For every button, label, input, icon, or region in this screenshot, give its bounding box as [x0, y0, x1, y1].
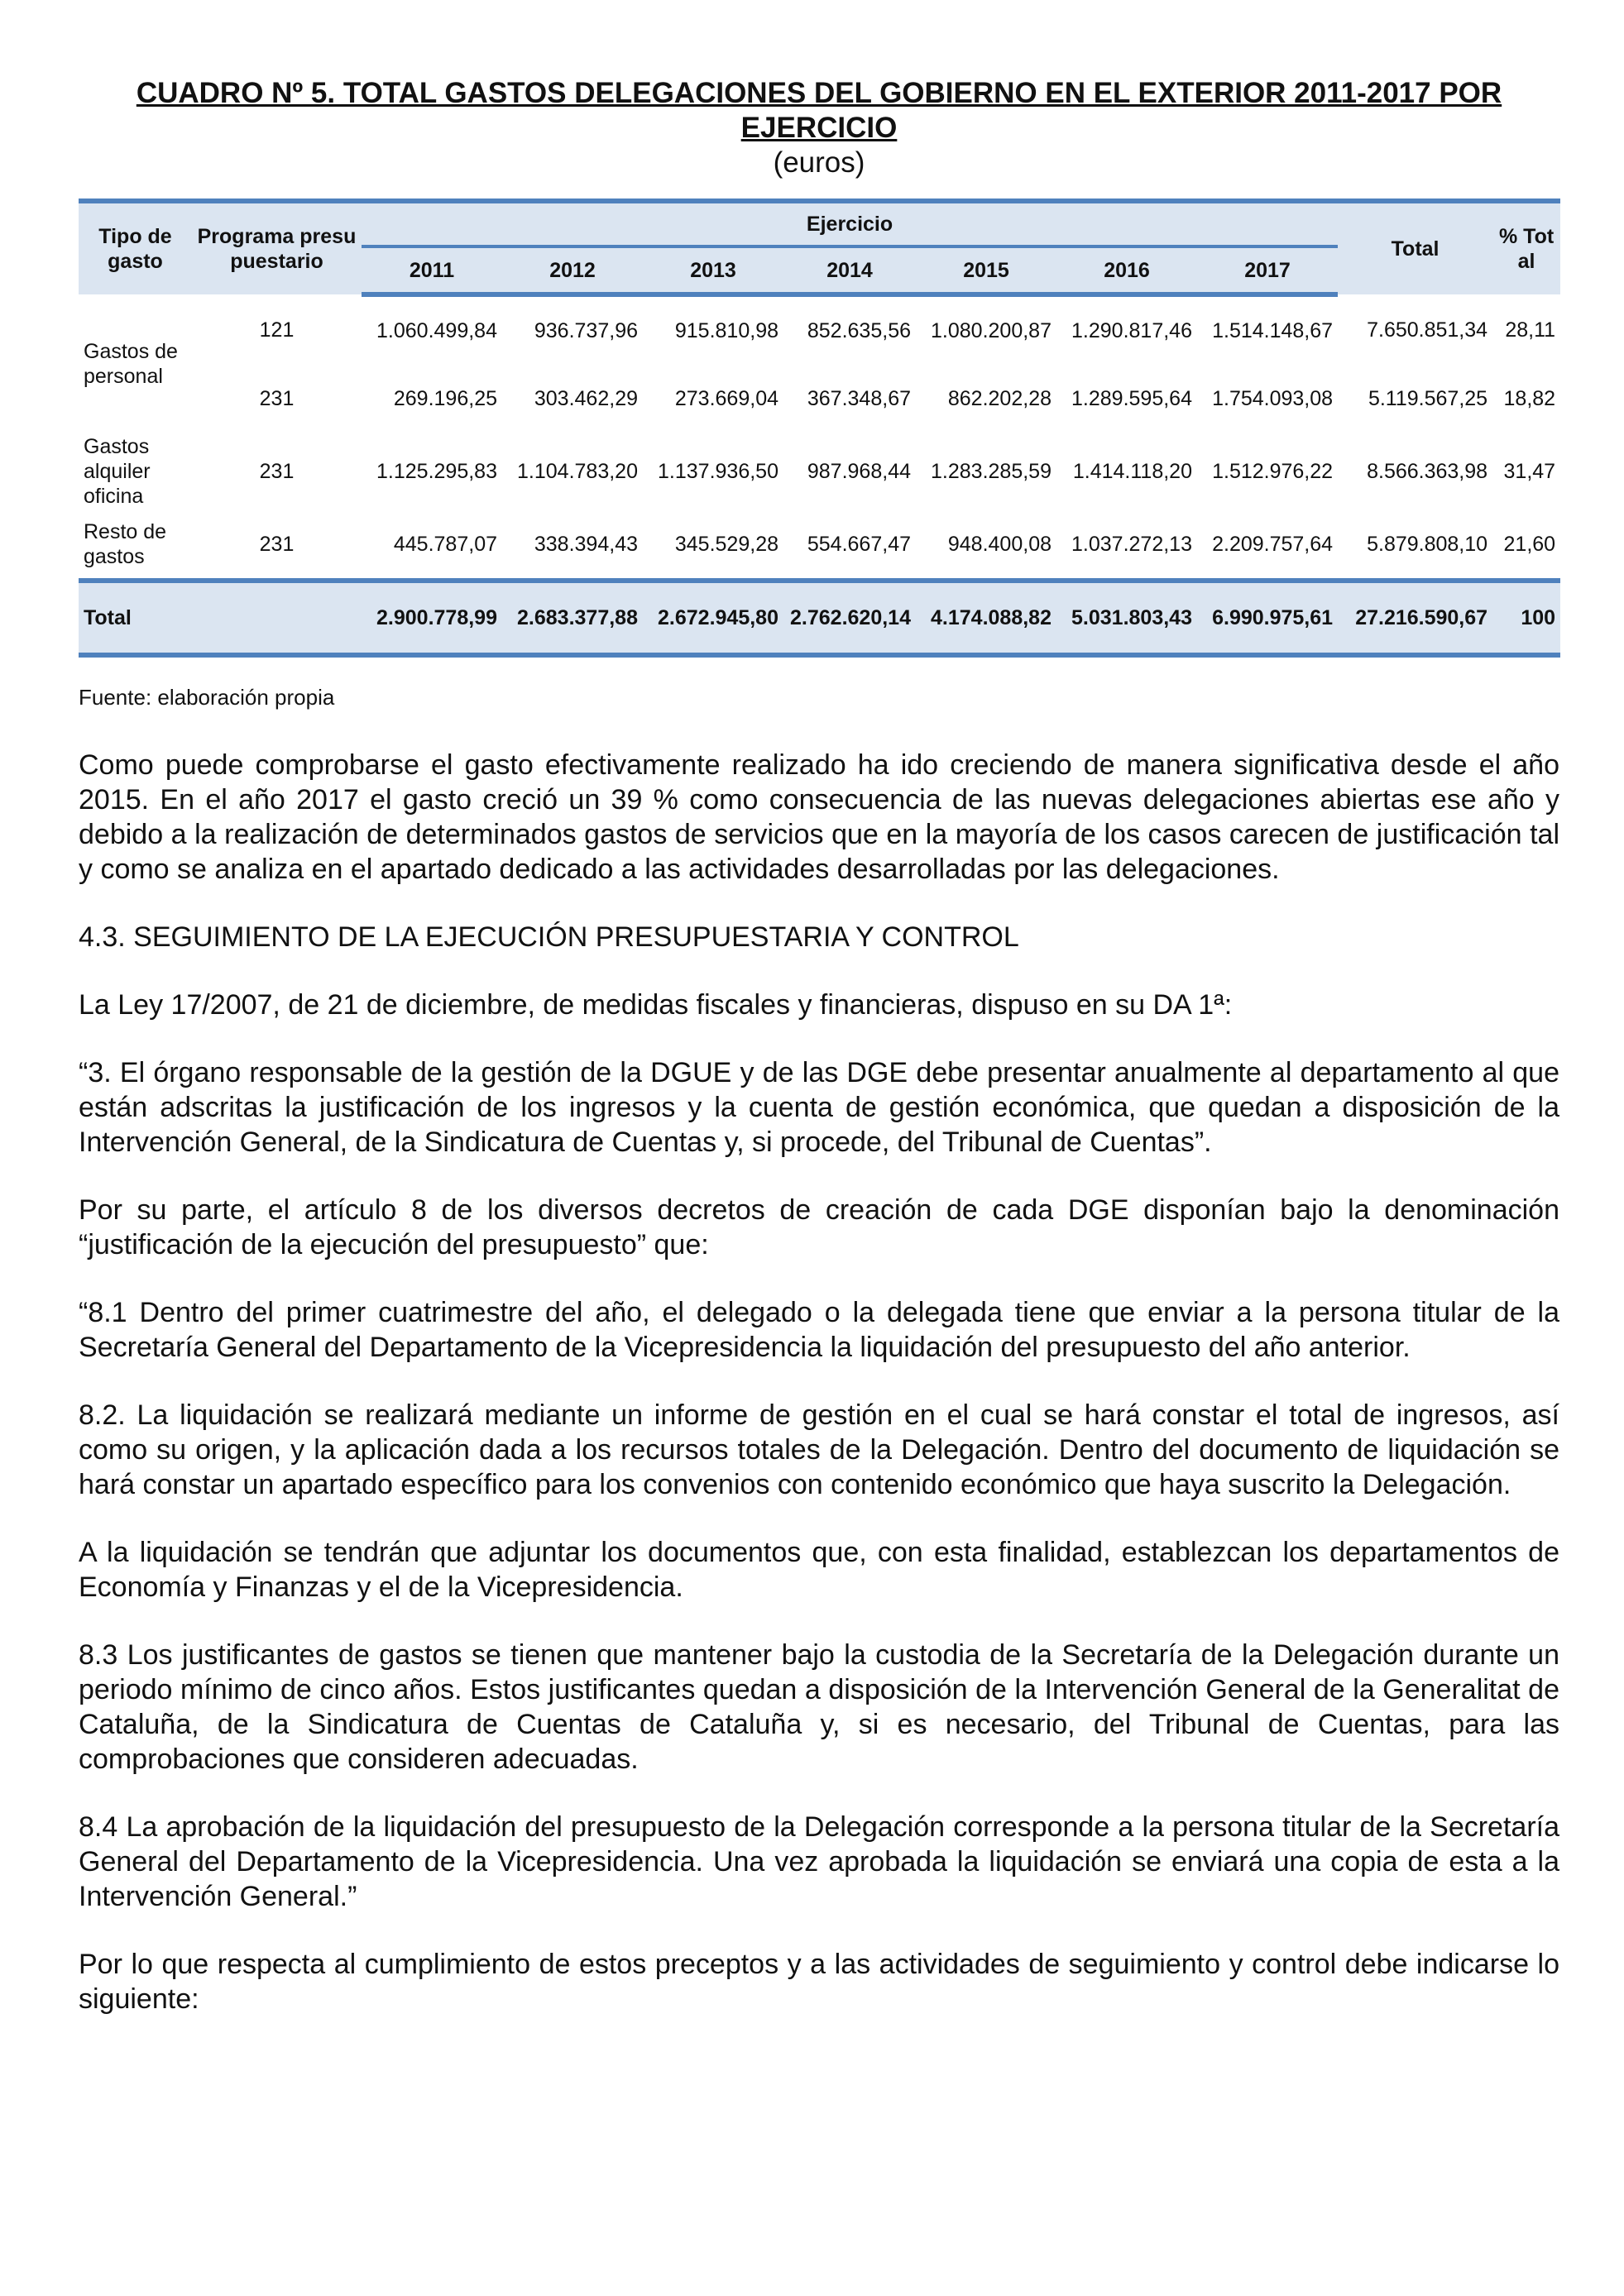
header-year: 2017 [1197, 246, 1338, 294]
header-pct: % Total [1492, 201, 1560, 294]
cell-value: 1.137.936,50 [658, 460, 778, 483]
cell-pct: 18,82 [1503, 387, 1556, 410]
cell-programa: 231 [259, 387, 295, 410]
cell-total: 7.650.851,34 [1367, 318, 1488, 342]
table-title: CUADRO Nº 5. TOTAL GASTOS DELEGACIONES DEL GOBIERNO EN EL EXTERIOR 2011-2017 POR EJERCICIO [136, 77, 1502, 144]
header-total: Total [1338, 201, 1492, 294]
cell-value: 2.900.778,99 [362, 581, 502, 655]
header-year: 2014 [783, 246, 916, 294]
paragraph: 8.3 Los justificantes de gastos se tienen que mantener bajo la custodia de la Secretaría de la Delegación durante un periodo mínimo de cinco años. Estos justificantes quedan a disposición de la Intervención General de la Generalitat de Cataluña, de la Sindicatura de Cuentas de Cataluña y, si es necesario, del Tribunal de Cuentas, para las comprobaciones que consideren adecuadas. [79, 1639, 1559, 1775]
cell-value: 1.037.272,13 [1071, 533, 1192, 556]
cell-total: 8.566.363,98 [1367, 460, 1488, 483]
cell-total: 5.879.808,10 [1367, 533, 1488, 556]
cell-pct: 31,47 [1503, 460, 1556, 483]
cell-total: 5.119.567,25 [1368, 387, 1488, 410]
header-tipo: Tipo de gasto [79, 201, 192, 294]
paragraph: La Ley 17/2007, de 21 de diciembre, de medidas fiscales y financieras, dispuso en su DA 1ª: [79, 989, 1233, 1021]
cell-value: 1.514.148,67 [1212, 319, 1334, 342]
header-programa: Programa presupuestario [192, 201, 362, 294]
section-heading: 4.3. SEGUIMIENTO DE LA EJECUCIÓN PRESUPUESTARIA Y CONTROL [79, 921, 1019, 953]
cell-value: 5.031.803,43 [1056, 581, 1197, 655]
paragraph: Por lo que respecta al cumplimiento de estos preceptos y a las actividades de seguimiento y control debe indicarse lo siguiente: [79, 1949, 1559, 2015]
cell-value: 2.209.757,64 [1212, 533, 1334, 556]
cell-tipo: Gastos de personal [84, 339, 178, 388]
cell-value: 2.683.377,88 [502, 581, 643, 655]
cell-value: 1.104.783,20 [517, 460, 638, 483]
cell-programa: 231 [259, 533, 295, 556]
paragraph: “8.1 Dentro del primer cuatrimestre del año, el delegado o la delegada tiene que enviar a la persona titular de la Secretaría General del Departamento de la Vicepresidencia la liquidación del presupuesto del año anterior. [79, 1297, 1559, 1363]
cell-value: 367.348,67 [807, 387, 911, 410]
cell-value: 1.414.118,20 [1072, 460, 1192, 483]
cell-value: 862.202,28 [947, 387, 1052, 410]
cell-value: 269.196,25 [393, 387, 497, 410]
header-year: 2013 [643, 246, 783, 294]
header-ejercicio: Ejercicio [362, 201, 1338, 246]
cell-total: 27.216.590,67 [1338, 581, 1492, 655]
table-row [79, 510, 1560, 581]
table-row [79, 433, 1560, 510]
paragraph: 8.4 La aprobación de la liquidación del presupuesto de la Delegación corresponde a la persona titular de la Secretaría General del Departamento de la Vicepresidencia. Una vez aprobada la liquidación se enviará una copia de esta a la Intervención General.” [79, 1811, 1559, 1912]
cell-value: 6.990.975,61 [1197, 581, 1338, 655]
table-row [79, 365, 1560, 433]
header-year: 2016 [1056, 246, 1197, 294]
cell-value: 338.394,43 [534, 533, 638, 556]
paragraph: 8.2. La liquidación se realizará mediante un informe de gestión en el cual se hará constar el total de ingresos, así como su origen, y la aplicación dada a los recursos totales de la Delegación. Dentro del documento de liquidación se hará constar un apartado específico para los convenios con contenido económico que haya suscrito la Delegación. [79, 1399, 1559, 1500]
cell-value: 273.669,04 [674, 387, 778, 410]
cell-value: 1.754.093,08 [1212, 387, 1334, 410]
header-year: 2011 [362, 246, 502, 294]
paragraph: Como puede comprobarse el gasto efectivamente realizado ha ido creciendo de manera significativa desde el año 2015. En el año 2017 el gasto creció un 39 % como consecuencia de las nuevas delegaciones abiertas ese año y debido a la realización de determinados gastos de servicios que en la mayoría de los casos carecen de justificación tal y como se analiza en el apartado dedicado a las actividades desarrolladas por las delegaciones. [79, 749, 1559, 885]
cell-value: 1.060.499,84 [376, 319, 497, 342]
paragraph: A la liquidación se tendrán que adjuntar los documentos que, con esta finalidad, establezcan los departamentos de Economía y Finanzas y el de la Vicepresidencia. [79, 1537, 1559, 1603]
cell-value: 303.462,29 [534, 387, 638, 410]
cell-empty [192, 581, 362, 655]
cell-tipo: Resto de gastos [84, 520, 167, 568]
cell-value: 936.737,96 [534, 319, 638, 342]
cell-value: 1.283.285,59 [931, 460, 1052, 483]
cell-value: 948.400,08 [947, 533, 1052, 556]
cell-total-label: Total [79, 581, 192, 655]
cell-programa: 121 [259, 318, 295, 342]
total-row [79, 581, 1560, 655]
cell-value: 1.289.595,64 [1071, 387, 1192, 410]
cell-pct: 100 [1492, 581, 1560, 655]
cell-pct: 21,60 [1503, 533, 1556, 556]
cell-value: 345.529,28 [674, 533, 778, 556]
cell-pct: 28,11 [1505, 318, 1556, 342]
cell-value: 1.125.295,83 [376, 460, 497, 483]
cell-value: 445.787,07 [393, 533, 497, 556]
cell-value: 2.672.945,80 [643, 581, 783, 655]
cell-value: 2.762.620,14 [783, 581, 916, 655]
table-row [79, 294, 1560, 365]
cell-value: 1.290.817,46 [1071, 319, 1192, 342]
header-year: 2015 [916, 246, 1056, 294]
source-note: Fuente: elaboración propia [79, 685, 335, 710]
paragraph: Por su parte, el artículo 8 de los diversos decretos de creación de cada DGE disponían bajo la denominación “justificación de la ejecución del presupuesto” que: [79, 1194, 1559, 1260]
cell-tipo: Gastos alquiler oficina [84, 435, 151, 508]
cell-value: 987.968,44 [807, 460, 911, 483]
header-year: 2012 [502, 246, 643, 294]
cell-value: 1.512.976,22 [1212, 460, 1334, 483]
body-text [79, 748, 1559, 2050]
paragraph: “3. El órgano responsable de la gestión de la DGUE y de las DGE debe presentar anualmente al departamento al que están adscritas la justificación de los ingresos y la cuenta de gestión económica, que quedan a disposición de la Intervención General, de la Sindicatura de Cuentas y, si procede, del Tribunal de Cuentas”. [79, 1057, 1559, 1158]
cell-value: 554.667,47 [807, 533, 911, 556]
cell-value: 4.174.088,82 [916, 581, 1056, 655]
cell-value: 915.810,98 [674, 319, 778, 342]
expenses-table [79, 199, 1560, 658]
table-subtitle: (euros) [773, 146, 865, 179]
cell-programa: 231 [259, 460, 295, 483]
cell-value: 852.635,56 [807, 319, 911, 342]
cell-value: 1.080.200,87 [931, 319, 1052, 342]
